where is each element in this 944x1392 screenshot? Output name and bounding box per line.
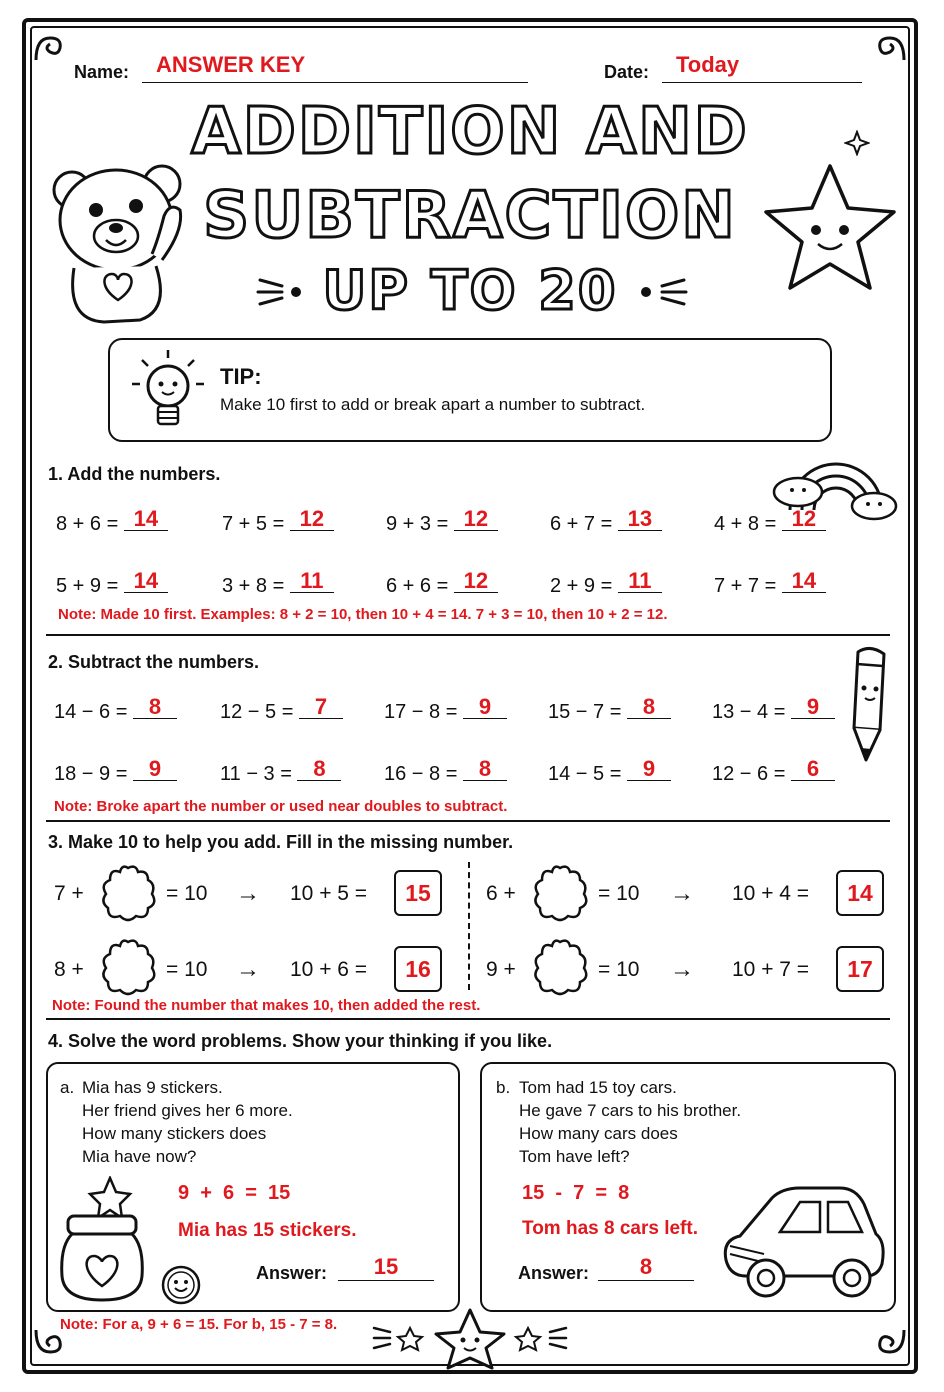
subtract-problem: 15 − 7 = 8 — [548, 700, 671, 724]
subtract-problem: 16 − 8 = 8 — [384, 762, 507, 786]
problem-a-sentence: Mia has 15 stickers. — [178, 1220, 357, 1241]
answer-blank[interactable]: 6 — [791, 758, 835, 781]
make10-equals: = 10 — [166, 882, 208, 905]
sparkle-lines-icon — [252, 270, 312, 310]
section-2-note: Note: Broke apart the number or used near doubles to subtract. — [54, 798, 508, 815]
sparkle-icon — [844, 130, 870, 156]
make10-second: 10 + 6 = — [290, 958, 368, 981]
section-4-note: Note: For a, 9 + 6 = 15. For b, 15 - 7 = 8. — [60, 1316, 338, 1333]
problem-a-work: 9 + 6 = 15 — [178, 1182, 291, 1204]
make10-equals: = 10 — [166, 958, 208, 981]
problem-a-line: Mia have now? — [82, 1147, 197, 1166]
answer-box[interactable]: 14 — [836, 870, 884, 916]
problem-b-answer-label: Answer: — [518, 1263, 590, 1283]
subtract-problem: 14 − 5 = 9 — [548, 762, 671, 786]
date-label: Date: — [604, 62, 650, 82]
tip-text: Make 10 first to add or break apart a number to subtract. — [220, 395, 646, 414]
problem-b-answer[interactable]: 8 — [598, 1254, 694, 1281]
make10-second: 10 + 7 = — [732, 958, 810, 981]
add-problem: 4 + 8 = 12 — [714, 512, 826, 536]
pencil-icon — [840, 644, 896, 764]
answer-blank[interactable]: 8 — [133, 696, 177, 719]
name-line — [142, 82, 528, 83]
splat-blank-icon[interactable] — [98, 936, 158, 1000]
problem-b-sentence: Tom has 8 cars left. — [522, 1218, 698, 1239]
section-1-title: 1. Add the numbers. — [48, 464, 221, 484]
add-problem: 8 + 6 = 14 — [56, 512, 168, 536]
add-problem: 5 + 9 = 14 — [56, 574, 168, 598]
column-divider — [468, 862, 470, 990]
answer-blank[interactable]: 13 — [618, 508, 662, 531]
divider — [46, 820, 890, 822]
jar-icon — [54, 1176, 150, 1304]
small-star-icon — [370, 1306, 570, 1370]
splat-blank-icon[interactable] — [98, 862, 158, 926]
answer-box[interactable]: 17 — [836, 946, 884, 992]
add-problem: 9 + 3 = 12 — [386, 512, 498, 536]
title-line-2: SUBTRACTION — [203, 179, 737, 253]
answer-blank[interactable]: 12 — [782, 508, 826, 531]
name-value[interactable]: ANSWER KEY — [156, 52, 306, 77]
title-line-1: ADDITION AND — [191, 95, 749, 169]
problem-a-line: Her friend gives her 6 more. — [82, 1101, 293, 1120]
answer-blank[interactable]: 14 — [124, 570, 168, 593]
tip-heading: TIP: — [220, 364, 262, 389]
swirl-corner-icon — [870, 1324, 910, 1360]
answer-blank[interactable]: 9 — [791, 696, 835, 719]
answer-box[interactable]: 16 — [394, 946, 442, 992]
problem-a-answer[interactable]: 15 — [338, 1254, 434, 1281]
answer-blank[interactable]: 9 — [133, 758, 177, 781]
lightbulb-icon — [128, 346, 208, 434]
subtract-problem: 12 − 5 = 7 — [220, 700, 343, 724]
subtract-problem: 18 − 9 = 9 — [54, 762, 177, 786]
car-icon — [716, 1180, 888, 1304]
problem-a-answer-label: Answer: — [256, 1263, 328, 1283]
smiley-icon — [160, 1264, 202, 1306]
answer-blank[interactable]: 8 — [297, 758, 341, 781]
tip-box — [108, 338, 832, 442]
section-3-title: 3. Make 10 to help you add. Fill in the missing number. — [48, 832, 514, 852]
problem-a-label: a. — [60, 1078, 75, 1097]
add-problem: 7 + 7 = 14 — [714, 574, 826, 598]
problem-b-label: b. — [496, 1078, 511, 1097]
date-line — [662, 82, 862, 83]
answer-blank[interactable]: 11 — [290, 570, 334, 593]
problem-a-line: Mia has 9 stickers. — [82, 1078, 223, 1097]
add-problem: 6 + 6 = 12 — [386, 574, 498, 598]
answer-blank[interactable]: 11 — [618, 570, 662, 593]
star-face-icon — [760, 160, 900, 300]
answer-blank[interactable]: 12 — [290, 508, 334, 531]
answer-blank[interactable]: 7 — [299, 696, 343, 719]
answer-blank[interactable]: 12 — [454, 570, 498, 593]
arrow-icon: → — [670, 956, 694, 983]
subtract-problem: 12 − 6 = 6 — [712, 762, 835, 786]
arrow-icon: → — [236, 956, 260, 983]
title-line-3: UP TO 20 — [322, 259, 618, 322]
problem-b-line: He gave 7 cars to his brother. — [519, 1101, 742, 1120]
problem-b-work: 15 - 7 = 8 — [522, 1182, 630, 1204]
arrow-icon: → — [670, 880, 694, 907]
add-problem: 2 + 9 = 11 — [550, 574, 662, 598]
section-2-title: 2. Subtract the numbers. — [48, 652, 260, 672]
make10-start: 9 + — [486, 958, 516, 981]
section-1-note: Note: Made 10 first. Examples: 8 + 2 = 10, then 10 + 4 = 14. 7 + 3 = 10, then 10 + 2 = 12. — [58, 606, 668, 623]
make10-second: 10 + 5 = — [290, 882, 368, 905]
make10-start: 8 + — [54, 958, 84, 981]
divider — [46, 1018, 890, 1020]
arrow-icon: → — [236, 880, 260, 907]
problem-b-line: Tom have left? — [519, 1147, 630, 1166]
answer-blank[interactable]: 8 — [463, 758, 507, 781]
make10-equals: = 10 — [598, 882, 640, 905]
answer-box[interactable]: 15 — [394, 870, 442, 916]
splat-blank-icon[interactable] — [530, 936, 590, 1000]
answer-blank[interactable]: 14 — [124, 508, 168, 531]
date-value[interactable]: Today — [676, 52, 740, 77]
add-problem: 6 + 7 = 13 — [550, 512, 662, 536]
subtract-problem: 11 − 3 = 8 — [220, 762, 341, 786]
swirl-corner-icon — [870, 30, 910, 66]
problem-b-line: How many cars does — [519, 1124, 678, 1143]
section-3-note: Note: Found the number that makes 10, then added the rest. — [52, 997, 481, 1014]
make10-equals: = 10 — [598, 958, 640, 981]
make10-start: 6 + — [486, 882, 516, 905]
answer-blank[interactable]: 9 — [463, 696, 507, 719]
add-problem: 7 + 5 = 12 — [222, 512, 334, 536]
subtract-problem: 13 − 4 = 9 — [712, 700, 835, 724]
problem-a-line: How many stickers does — [82, 1124, 267, 1143]
make10-start: 7 + — [54, 882, 84, 905]
swirl-corner-icon — [30, 30, 70, 66]
subtract-problem: 14 − 6 = 8 — [54, 700, 177, 724]
answer-blank[interactable]: 9 — [627, 758, 671, 781]
name-label: Name: — [74, 62, 130, 82]
subtract-problem: 17 − 8 = 9 — [384, 700, 507, 724]
make10-second: 10 + 4 = — [732, 882, 810, 905]
divider — [46, 634, 890, 636]
section-4-title: 4. Solve the word problems. Show your thinking if you like. — [48, 1031, 553, 1051]
add-problem: 3 + 8 = 11 — [222, 574, 334, 598]
sparkle-lines-icon — [632, 270, 692, 310]
problem-b-line: Tom had 15 toy cars. — [519, 1078, 677, 1097]
bear-icon — [44, 150, 194, 330]
answer-blank[interactable]: 8 — [627, 696, 671, 719]
answer-blank[interactable]: 12 — [454, 508, 498, 531]
answer-blank[interactable]: 14 — [782, 570, 826, 593]
splat-blank-icon[interactable] — [530, 862, 590, 926]
